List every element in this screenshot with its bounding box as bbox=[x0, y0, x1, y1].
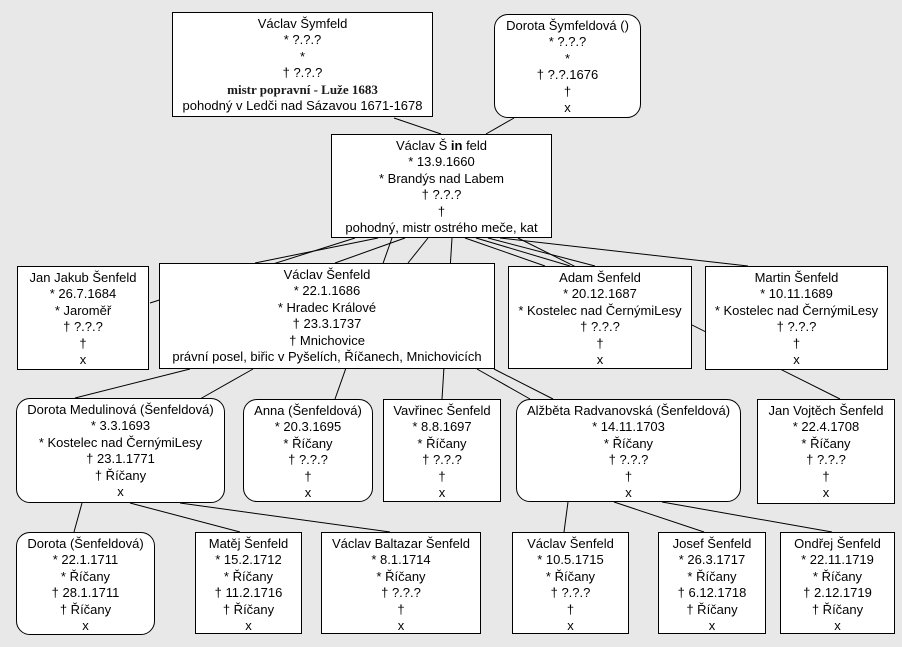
person-detail-line: † Říčany bbox=[59, 601, 112, 617]
connector-dorota-medulinova--dorota-senfeldova-1711 bbox=[74, 503, 82, 532]
person-detail-line: † 28.1.1711 bbox=[51, 585, 120, 601]
person-detail-line: x bbox=[708, 618, 716, 634]
person-detail-line: * Říčany bbox=[812, 568, 863, 584]
person-name: Dorota (Šenfeldová) bbox=[27, 536, 144, 551]
person-detail-line: * ?.?.? bbox=[283, 32, 322, 48]
person-detail-line: pohodný, mistr ostrého meče, kat bbox=[345, 220, 538, 236]
person-detail-line: x bbox=[438, 485, 446, 501]
person-detail-line: * 22.11.1719 bbox=[801, 552, 874, 568]
person-detail-line: † bbox=[79, 335, 87, 351]
person-detail-line: † bbox=[822, 468, 830, 484]
person-detail-line: † ?.?.? bbox=[421, 187, 462, 203]
person-box-vaclav-symfeld[interactable] bbox=[172, 12, 433, 117]
person-detail-line: † ?.?.? bbox=[806, 452, 846, 468]
person-box-alzbeta-radvanovska[interactable] bbox=[516, 399, 741, 502]
person-name: Vavřinec Šenfeld bbox=[393, 403, 491, 418]
person-detail-line: x bbox=[304, 485, 312, 501]
person-box-jan-jakub-senfeld[interactable] bbox=[17, 266, 149, 370]
person-box-adam-senfeld[interactable] bbox=[508, 266, 692, 369]
person-detail-line: † bbox=[397, 601, 405, 617]
person-detail-line: * Říčany bbox=[687, 568, 737, 584]
person-name: Adam Šenfeld bbox=[559, 270, 641, 285]
person-detail-line: * 10.5.1715 bbox=[537, 552, 604, 568]
person-detail-line: x bbox=[245, 618, 252, 634]
person-detail-line: x bbox=[564, 100, 571, 116]
person-detail-line: x bbox=[82, 618, 89, 634]
person-detail-line: * 3.3.1693 bbox=[90, 418, 151, 434]
person-detail-line: * 8.8.1697 bbox=[412, 419, 472, 435]
person-detail-line: † ?.?.? bbox=[422, 452, 462, 468]
person-detail-line: x bbox=[79, 352, 87, 368]
person-name: Josef Šenfeld bbox=[672, 536, 752, 551]
person-detail-line: † Říčany bbox=[222, 601, 275, 617]
person-detail-line: † Říčany bbox=[686, 601, 738, 617]
connector-vaclav-senfeld-1686--dorota-medulinova bbox=[75, 369, 190, 398]
person-name: Dorota Medulinová (Šenfeldová) bbox=[27, 402, 214, 417]
person-detail-line: † Mnichovice bbox=[289, 332, 365, 348]
person-detail-line: x bbox=[834, 618, 841, 634]
person-detail-line: † 23.1.1771 bbox=[86, 451, 155, 467]
connector-alzbeta-radvanovska--vaclav-senfeld-1715 bbox=[564, 502, 568, 532]
person-box-dorota-medulinova[interactable] bbox=[16, 398, 225, 503]
person-detail-line: * ?.?.? bbox=[548, 34, 587, 50]
person-name: Václav Šymfeld bbox=[257, 16, 348, 31]
connector-vaclav-sinfeld--adam-senfeld bbox=[476, 238, 570, 266]
person-detail-line: * 14.11.1703 bbox=[592, 419, 665, 435]
person-detail-line: † ?.?.? bbox=[63, 319, 103, 335]
person-detail-line: x bbox=[793, 352, 800, 368]
person-box-vaclav-sinfeld[interactable] bbox=[331, 134, 552, 238]
connector-vaclav-sinfeld--vaclav-senfeld-1686 bbox=[408, 238, 428, 263]
person-detail-line: † bbox=[566, 601, 575, 617]
person-detail-line: * Kostelec nad ČernýmiLesy bbox=[518, 302, 682, 318]
person-detail-line: * 20.3.1695 bbox=[274, 419, 342, 435]
person-detail-line: † bbox=[438, 468, 446, 484]
person-box-vaclav-senfeld-1686[interactable] bbox=[159, 263, 495, 369]
person-box-dorota-symfeldova[interactable] bbox=[494, 14, 641, 118]
person-detail-line: † bbox=[596, 335, 604, 351]
connector-vaclav-sinfeld--martin-senfeld bbox=[500, 238, 748, 266]
person-detail-line: mistr popravní - Luže 1683 bbox=[227, 81, 378, 97]
connector-vaclav-sinfeld--vaclav-senfeld-1686 bbox=[335, 238, 405, 263]
person-detail-line: x bbox=[397, 618, 405, 634]
person-detail-line: x bbox=[596, 352, 604, 368]
person-name: Václav Šenfeld bbox=[527, 536, 614, 551]
person-name bbox=[332, 138, 551, 154]
person-detail-line: † ?.?.? bbox=[288, 452, 328, 468]
person-detail-line: * 22.1.1686 bbox=[293, 283, 361, 299]
person-detail-line: † ?.?.? bbox=[550, 585, 591, 601]
connector-dorota-symfeldova--vaclav-sinfeld bbox=[486, 118, 514, 134]
person-detail-line: * Říčany bbox=[801, 435, 851, 451]
person-name-part: Václav Š bbox=[395, 138, 451, 153]
person-detail-line: † ?.?.? bbox=[608, 452, 649, 468]
person-box-dorota-senfeldova-1711[interactable] bbox=[16, 532, 155, 635]
person-box-vaclav-senfeld-1715[interactable] bbox=[512, 532, 629, 634]
person-detail-line: * Kostelec nad ČernýmiLesy bbox=[38, 434, 203, 450]
person-detail-line: † bbox=[624, 468, 633, 484]
person-detail-line: * Říčany bbox=[283, 435, 333, 451]
person-detail-line: † bbox=[792, 335, 801, 351]
person-detail-line: x bbox=[567, 618, 574, 634]
person-box-martin-senfeld[interactable] bbox=[705, 266, 888, 370]
person-detail-line: x bbox=[822, 485, 830, 501]
connector-vaclav-sinfeld--vaclav-senfeld-1686 bbox=[255, 238, 378, 263]
person-detail-line: † ?.?.? bbox=[580, 319, 620, 335]
person-detail-line: * Říčany bbox=[545, 568, 596, 584]
person-detail-line: † bbox=[437, 203, 446, 219]
connector-vaclav-symfeld--vaclav-sinfeld bbox=[394, 118, 441, 134]
person-detail-line: † bbox=[304, 468, 312, 484]
person-name: Dorota Šymfeldová () bbox=[506, 18, 629, 33]
person-detail-line: * Říčany bbox=[60, 568, 111, 584]
person-detail-line: právní posel, biřic v Pyšelích, Říčanech, Mnichovicích bbox=[172, 349, 482, 365]
person-detail-line: * 20.12.1687 bbox=[563, 286, 637, 302]
connector-dorota-medulinova--matej-senfeld bbox=[130, 503, 240, 532]
person-box-anna-senfeldova[interactable] bbox=[243, 399, 373, 502]
person-detail-line: * Říčany bbox=[417, 435, 467, 451]
person-box-jan-vojtech-senfeld[interactable] bbox=[757, 399, 895, 504]
person-name: Ondřej Šenfeld bbox=[794, 536, 881, 551]
person-detail-line: * bbox=[299, 48, 306, 64]
connector-alzbeta-radvanovska--ondrej-senfeld bbox=[662, 502, 832, 532]
person-detail-line: † ?.?.? bbox=[776, 319, 817, 335]
person-detail-line: * Kostelec nad ČernýmiLesy bbox=[714, 302, 879, 318]
person-detail-line: * bbox=[564, 50, 571, 66]
person-detail-line: * 26.3.1717 bbox=[678, 552, 746, 568]
person-box-josef-senfeld[interactable] bbox=[658, 532, 766, 634]
person-detail-line: † bbox=[563, 83, 572, 99]
connector-dorota-medulinova--vaclav-baltazar-senfeld bbox=[180, 503, 390, 532]
person-detail-line: * Jaroměř bbox=[54, 302, 112, 318]
person-detail-line: † ?.?.1676 bbox=[536, 67, 599, 83]
person-detail-line: * Brandýs nad Labem bbox=[378, 170, 505, 186]
person-detail-line: † 23.3.1737 bbox=[292, 316, 362, 332]
person-detail-line: x bbox=[625, 485, 632, 501]
person-detail-line: * 22.4.1708 bbox=[792, 419, 860, 435]
person-detail-line: † 2.12.1719 bbox=[803, 585, 872, 601]
person-detail-line: * 22.1.1711 bbox=[52, 552, 119, 568]
person-box-matej-senfeld[interactable] bbox=[195, 532, 302, 634]
person-name: Jan Vojtěch Šenfeld bbox=[768, 403, 884, 418]
person-name: Václav Šenfeld bbox=[283, 267, 371, 282]
person-name: Matěj Šenfeld bbox=[208, 536, 289, 551]
person-box-vavrinec-senfeld[interactable] bbox=[383, 399, 501, 502]
person-detail-line: † Říčany bbox=[94, 467, 147, 483]
person-detail-line: † 6.12.1718 bbox=[677, 585, 747, 601]
person-detail-line: * 13.9.1660 bbox=[408, 154, 475, 170]
person-name: Jan Jakub Šenfeld bbox=[29, 270, 137, 285]
person-detail-line: * 8.1.1714 bbox=[371, 552, 431, 568]
person-name: Alžběta Radvanovská (Šenfeldová) bbox=[526, 403, 731, 418]
person-detail-line: * 26.7.1684 bbox=[49, 286, 117, 302]
person-name: Václav Baltazar Šenfeld bbox=[331, 536, 471, 551]
person-detail-line: * 15.2.1712 bbox=[215, 552, 282, 568]
person-detail-line: * Říčany bbox=[376, 568, 426, 584]
connector-vaclav-senfeld-1686--dorota-medulinova bbox=[200, 369, 253, 399]
connector-alzbeta-radvanovska--josef-senfeld bbox=[614, 502, 704, 532]
person-detail-line: † ?.?.? bbox=[381, 585, 421, 601]
person-box-ondrej-senfeld[interactable] bbox=[780, 532, 895, 634]
person-detail-line: † ?.?.? bbox=[282, 65, 323, 81]
person-name: Anna (Šenfeldová) bbox=[254, 403, 362, 418]
person-detail-line: * Hradec Králové bbox=[277, 299, 377, 315]
person-detail-line: * Říčany bbox=[223, 568, 274, 584]
person-detail-line: † Říčany bbox=[811, 601, 864, 617]
person-name: Martin Šenfeld bbox=[754, 270, 839, 285]
person-detail-line: * Říčany bbox=[603, 435, 654, 451]
person-name-part: feld bbox=[462, 138, 488, 153]
person-name-highlight: in bbox=[450, 138, 463, 153]
person-detail-line: * 10.11.1689 bbox=[760, 286, 833, 302]
person-detail-line: pohodný v Ledči nad Sázavou 1671-1678 bbox=[182, 98, 423, 114]
person-detail-line: x bbox=[117, 484, 124, 500]
person-detail-line: † 11.2.1716 bbox=[214, 585, 283, 601]
person-box-vaclav-baltazar-senfeld[interactable] bbox=[321, 532, 481, 634]
